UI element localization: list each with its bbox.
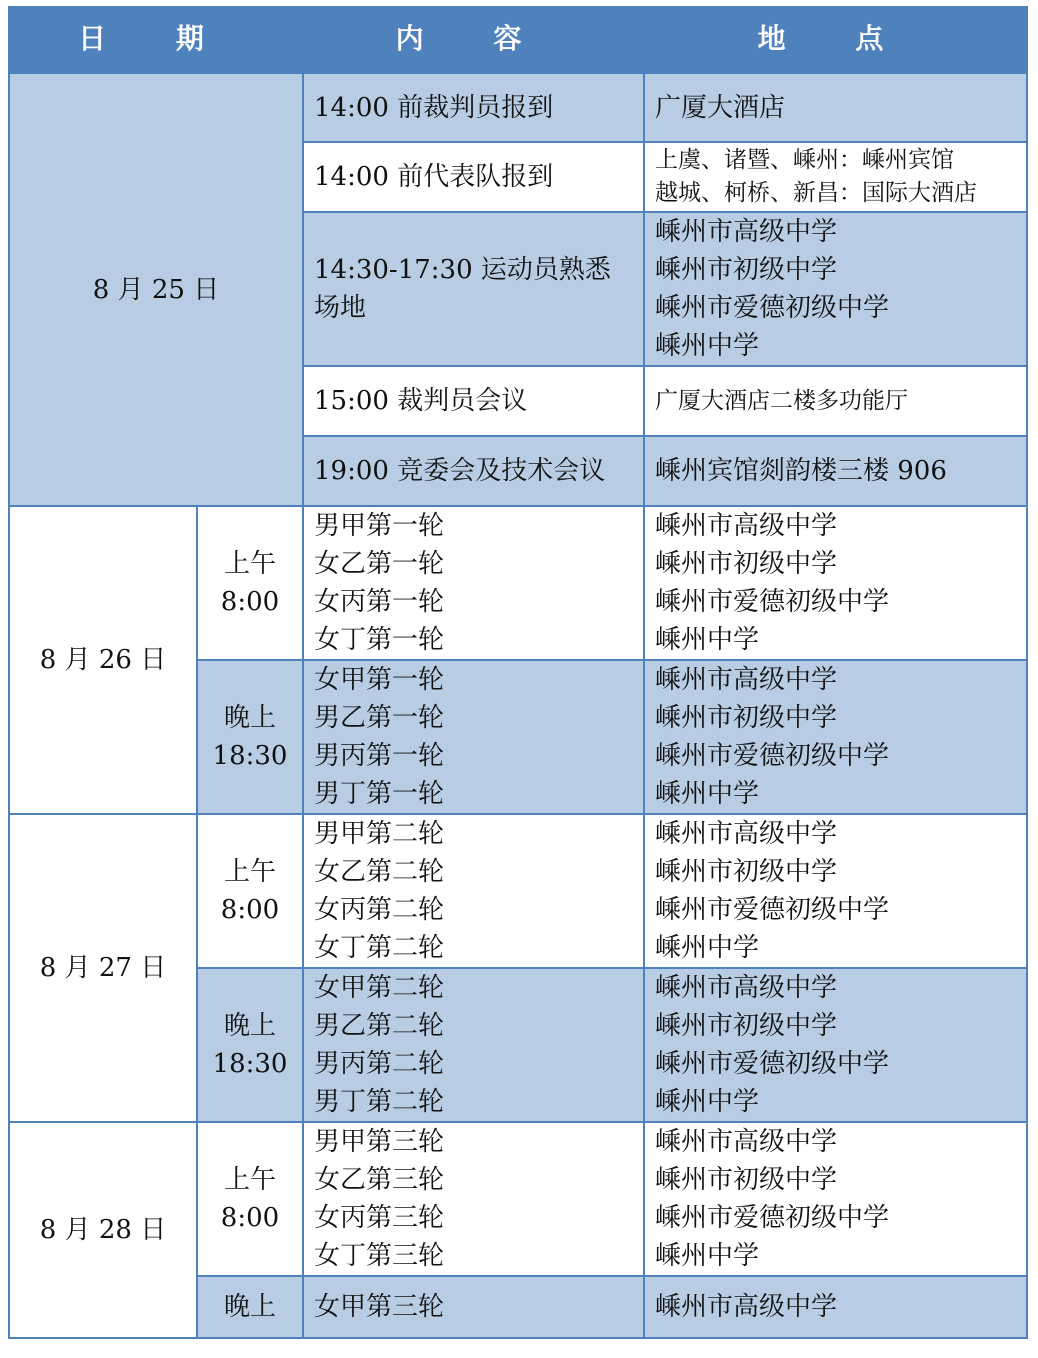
session-cell: 上午 8:00: [197, 814, 303, 968]
header-content: 内 容: [303, 7, 644, 72]
session-cell: 晚上: [197, 1276, 303, 1338]
location-cell: 上虞、诸暨、嵊州：嵊州宾馆 越城、柯桥、新昌：国际大酒店: [644, 142, 1027, 212]
location-cell: 嵊州市高级中学 嵊州市初级中学 嵊州市爱德初级中学 嵊州中学: [644, 506, 1027, 660]
session-cell: 上午 8:00: [197, 1122, 303, 1276]
table-row: [9, 506, 1027, 660]
content-cell: 14:00 前裁判员报到: [303, 72, 644, 142]
date-cell-25: 8 月 25 日: [9, 72, 303, 506]
location-cell: 广厦大酒店: [644, 72, 1027, 142]
location-cell: 嵊州市高级中学 嵊州市初级中学 嵊州市爱德初级中学 嵊州中学: [644, 814, 1027, 968]
location-cell: 嵊州市高级中学 嵊州市初级中学 嵊州市爱德初级中学 嵊州中学: [644, 212, 1027, 366]
header-row: [9, 7, 1027, 72]
date-cell-27: 8 月 27 日: [9, 814, 197, 1122]
date-cell-26: 8 月 26 日: [9, 506, 197, 814]
content-cell: 男甲第三轮 女乙第三轮 女丙第三轮 女丁第三轮: [303, 1122, 644, 1276]
date-cell-28: 8 月 28 日: [9, 1122, 197, 1338]
schedule-table: [8, 6, 1028, 1339]
session-cell: 上午 8:00: [197, 506, 303, 660]
content-cell: 15:00 裁判员会议: [303, 366, 644, 436]
content-cell: 19:00 竞委会及技术会议: [303, 436, 644, 506]
location-cell: 广厦大酒店二楼多功能厅: [644, 366, 1027, 436]
content-cell: 女甲第三轮: [303, 1276, 644, 1338]
location-cell: 嵊州市高级中学 嵊州市初级中学 嵊州市爱德初级中学 嵊州中学: [644, 1122, 1027, 1276]
location-cell: 嵊州市高级中学 嵊州市初级中学 嵊州市爱德初级中学 嵊州中学: [644, 660, 1027, 814]
content-cell: 男甲第二轮 女乙第二轮 女丙第二轮 女丁第二轮: [303, 814, 644, 968]
content-cell: 女甲第一轮 男乙第一轮 男丙第一轮 男丁第一轮: [303, 660, 644, 814]
table-row: [9, 814, 1027, 968]
content-cell: 男甲第一轮 女乙第一轮 女丙第一轮 女丁第一轮: [303, 506, 644, 660]
content-cell: 女甲第二轮 男乙第二轮 男丙第二轮 男丁第二轮: [303, 968, 644, 1122]
session-cell: 晚上 18:30: [197, 660, 303, 814]
location-cell: 嵊州市高级中学: [644, 1276, 1027, 1338]
header-location: 地 点: [644, 7, 1027, 72]
table-row: [9, 1122, 1027, 1276]
table-row: [9, 72, 1027, 142]
location-cell: 嵊州宾馆剡韵楼三楼 906: [644, 436, 1027, 506]
header-date: 日 期: [9, 7, 303, 72]
location-cell: 嵊州市高级中学 嵊州市初级中学 嵊州市爱德初级中学 嵊州中学: [644, 968, 1027, 1122]
content-cell: 14:00 前代表队报到: [303, 142, 644, 212]
content-cell: 14:30-17:30 运动员熟悉场地: [303, 212, 644, 366]
session-cell: 晚上 18:30: [197, 968, 303, 1122]
